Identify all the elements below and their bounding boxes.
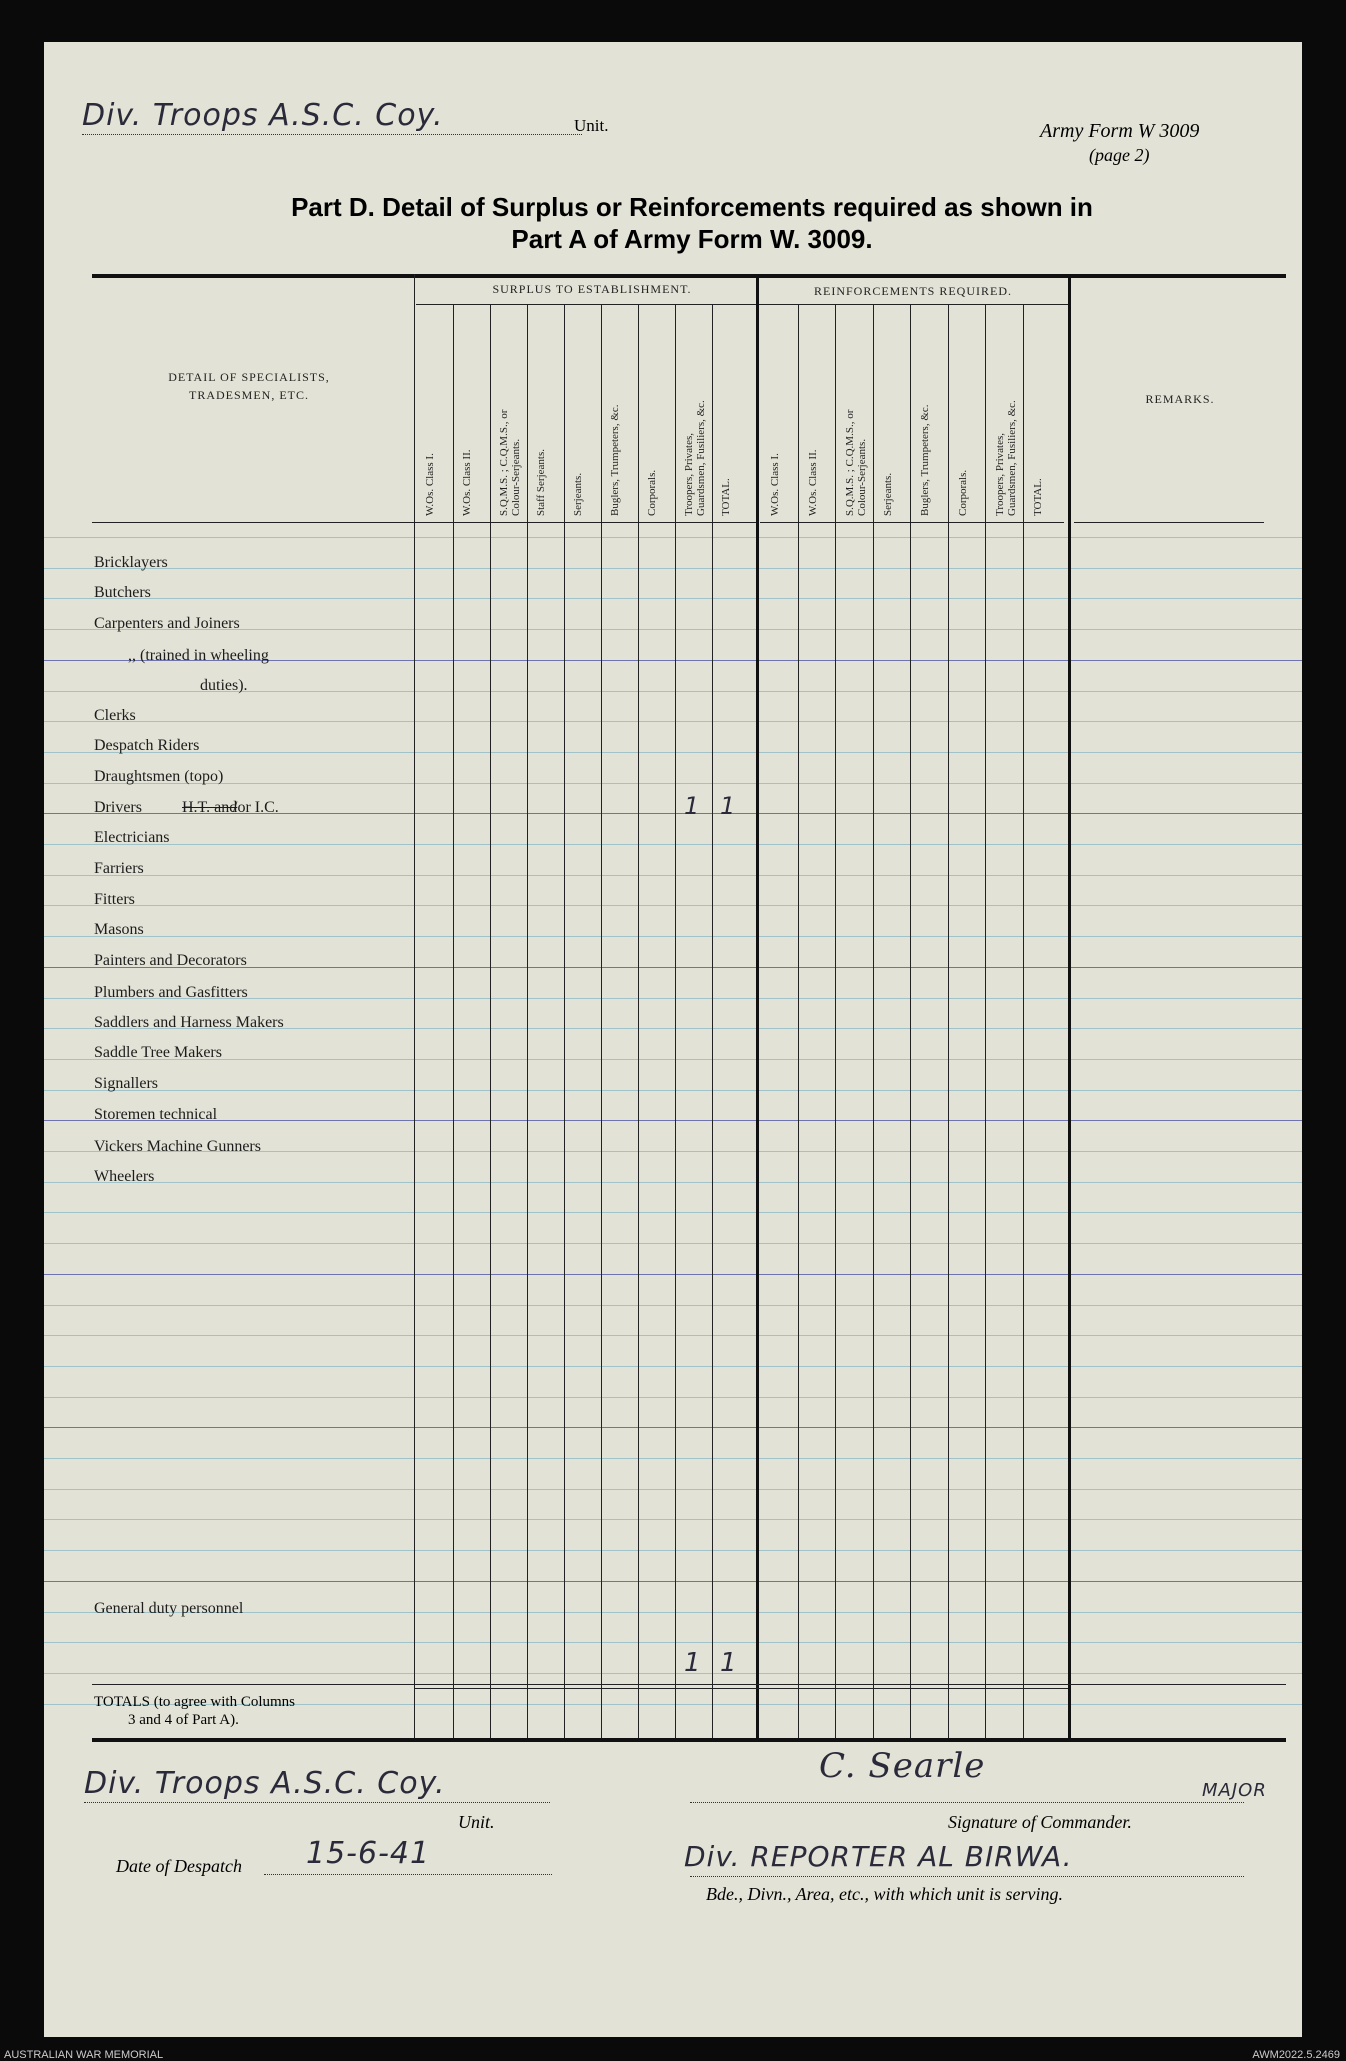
ruled-line [44,1059,1302,1060]
form-page-number: (page 2) [1089,145,1150,165]
reinforcement-column-header: W.Os. Class I. [769,453,781,516]
ruled-line [44,1212,1302,1213]
unit-label: Unit. [574,116,609,135]
commander-signature: C. Searle [819,1746,986,1786]
row-label: ,, (trained in wheeling [128,647,269,664]
ruled-line [44,1120,1302,1121]
row-label: Draughtsmen (topo) [94,768,224,785]
reinf-cols-underline [760,522,1064,523]
unit-underline [82,134,582,135]
ruled-line [44,1489,1302,1490]
ruled-line [44,1642,1302,1643]
reinforcement-column-divider [835,304,836,1738]
ruled-line [44,1458,1302,1459]
remarks-underline [1074,522,1264,523]
surplus-column-divider [601,304,602,1738]
surplus-column-divider [638,304,639,1738]
surplus-column-header: Staff Serjeants. [535,448,547,516]
date-line [264,1874,552,1875]
totals-troopers-value: 1 [684,1648,702,1678]
reinforcements-header: REINFORCEMENTS REQUIRED. [813,284,1012,298]
date-label: Date of Despatch [116,1856,242,1876]
ruled-line [44,1090,1302,1091]
row-label: Masons [94,921,144,938]
ruled-line [44,752,1302,753]
ruled-line [44,936,1302,937]
ruled-line [44,1243,1302,1244]
footer-unit-label: Unit. [458,1812,495,1832]
row-label: Fitters [94,891,135,908]
drivers-total-value: 1 [720,792,737,820]
reinforcement-group-border [1068,274,1071,1738]
row-label: Painters and Decorators [94,952,247,969]
ruled-line [44,1397,1302,1398]
reinforcement-column-header: Serjeants. [882,472,894,516]
totals-label-line2: 3 and 4 of Part A). [128,1712,239,1728]
general-duty-label: General duty personnel [94,1600,244,1617]
ruled-line [44,1366,1302,1367]
reinforcement-column-header: S.Q.M.S. ; C.Q.M.S., or Colour-Serjeants. [844,409,868,516]
ruled-line [44,905,1302,906]
totals-label-line1: TOTALS (to agree with Columns [94,1694,295,1710]
surplus-column-header: Serjeants. [572,472,584,516]
ruled-line [44,1550,1302,1551]
surplus-column-divider [453,304,454,1738]
ruled-line [44,1519,1302,1520]
detail-column-border [414,274,415,1738]
row-label: Butchers [94,584,151,601]
row-label: Despatch Riders [94,737,200,754]
row-label: Saddle Tree Makers [94,1044,222,1061]
reinforcement-column-divider [948,304,949,1738]
bde-label: Bde., Divn., Area, etc., with which unit is serving. [706,1884,1063,1904]
table-top-border [92,274,1286,278]
table-bottom-border [92,1738,1286,1742]
ruled-line [44,1581,1302,1582]
footer-unit-line [84,1802,550,1803]
reinforcement-column-divider [873,304,874,1738]
row-label: Signallers [94,1075,158,1092]
ruled-line [44,598,1302,599]
row-label: Storemen technical [94,1106,218,1123]
reinforcements-header-underline [756,304,1068,305]
reinforcement-column-divider [985,304,986,1738]
totals-total-value: 1 [720,1648,738,1678]
archive-left: AUSTRALIAN WAR MEMORIAL [4,2049,164,2061]
totals-row-divider [414,1688,1068,1689]
reinforcement-column-header: Buglers, Trumpeters, &c. [919,404,931,516]
ruled-line [44,721,1302,722]
ruled-line [44,537,1302,538]
row-label: Vickers Machine Gunners [94,1138,261,1155]
surplus-column-header: S.Q.M.S. ; C.Q.M.S., or Colour-Serjeants. [498,409,522,516]
part-title-line1: Part D. Detail of Surplus or Reinforcements required as shown in [291,192,1093,222]
surplus-column-header: TOTAL. [720,478,732,516]
row-label: Electricians [94,829,170,846]
ruled-line [44,1673,1302,1674]
reinforcement-column-header: Corporals. [957,469,969,516]
ruled-line [44,1274,1302,1275]
ruled-line [44,568,1302,569]
row-label: Farriers [94,860,144,877]
row-label: Plumbers and Gasfitters [94,984,248,1001]
signature-line [690,1802,1244,1803]
surplus-column-header: W.Os. Class II. [461,449,473,516]
detail-header: DETAIL OF SPECIALISTS, TRADESMEN, ETC. [168,370,330,402]
ruled-line [44,783,1302,784]
part-title-line2: Part A of Army Form W. 3009. [511,224,873,254]
reinforcement-column-header: TOTAL. [1032,478,1044,516]
surplus-column-divider [527,304,528,1738]
reinforcement-column-header: W.Os. Class II. [807,449,819,516]
surplus-column-header: Corporals. [646,469,658,516]
row-label: Bricklayers [94,554,168,571]
surplus-header: SURPLUS TO ESTABLISHMENT. [492,282,692,296]
reinforcement-column-divider [1023,304,1024,1738]
drivers-troopers-value: 1 [684,792,701,820]
surplus-cols-underline [416,522,756,523]
surplus-column-divider [675,304,676,1738]
signature-label: Signature of Commander. [948,1812,1132,1832]
ruled-line [44,1335,1302,1336]
row-label: Clerks [94,707,136,724]
ruled-line [44,875,1302,876]
drivers-suffix-text: /or I.C. [233,799,279,816]
surplus-header-underline [416,304,772,305]
bde-line [690,1876,1244,1877]
row-label: duties). [200,677,248,694]
unit-handwritten: Div. Troops A.S.C. Coy. [82,98,444,133]
detail-header-underline [92,522,416,523]
remarks-header: REMARKS. [1145,392,1215,406]
general-duty-underline [92,1684,1286,1685]
surplus-column-header: Buglers, Trumpeters, &c. [609,404,621,516]
surplus-column-header: Troopers, Privates, Guardsmen, Fusiliers, &c. [683,400,707,516]
row-label: Drivers [94,799,142,816]
row-label: Carpenters and Joiners [94,615,240,632]
surplus-column-divider [490,304,491,1738]
form-page [44,42,1302,2037]
surplus-column-divider [712,304,713,1738]
commander-rank: MAJOR [1202,1780,1267,1801]
bde-value: Div. REPORTER AL BIRWA. [684,1840,1073,1873]
ruled-line [44,844,1302,845]
reinforcement-column-divider [910,304,911,1738]
drivers-struck-text: H.T. and [182,799,238,816]
reinforcement-column-divider [798,304,799,1738]
surplus-group-border [756,274,759,1738]
ruled-line [44,1182,1302,1183]
ruled-line [44,1305,1302,1306]
date-value: 15-6-41 [306,1836,431,1871]
surplus-column-divider [564,304,565,1738]
form-title: Army Form W 3009 [1040,120,1200,142]
row-label: Saddlers and Harness Makers [94,1014,284,1031]
row-label: Wheelers [94,1168,155,1185]
ruled-line [44,1427,1302,1428]
reinforcement-column-header: Troopers, Privates, Guardsmen, Fusiliers, &c. [994,400,1018,516]
footer-unit-handwritten: Div. Troops A.S.C. Coy. [84,1766,446,1801]
surplus-column-header: W.Os. Class I. [424,453,436,516]
archive-right: AWM2022.5.2469 [1252,2049,1340,2061]
